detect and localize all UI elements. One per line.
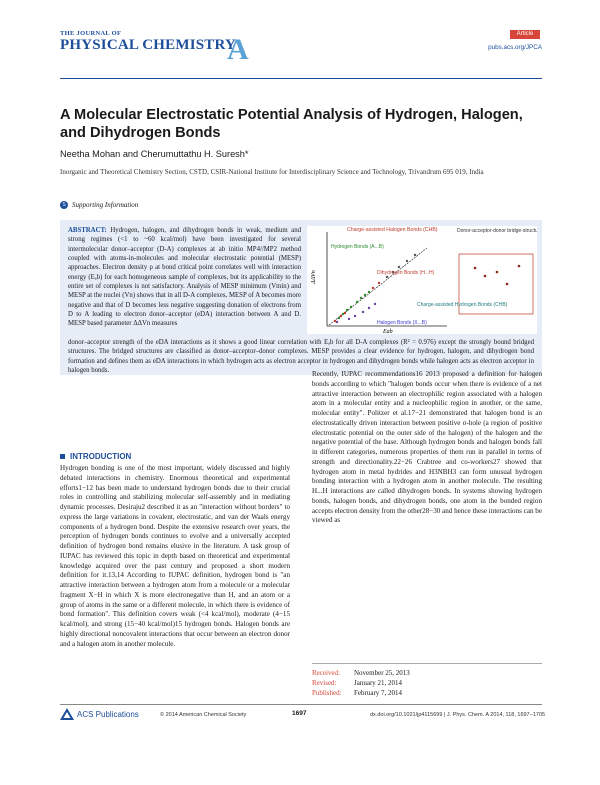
abstract-label: ABSTRACT: xyxy=(68,227,107,234)
revised-label: Revised: xyxy=(312,679,337,687)
abstract-body-bottom: donor–acceptor strength of the eDA interactions as it shows a good linear correlation with Eₐb for all D-A complexes (R² = 0.976) except the strongly bound bridged structures. The bridged structures are classified as donor–acceptor–donor complexes. MESP provides a clear evidence for hydrogen, halogen, and dihydrogen bond formation and defines them as eDA interactions in which hydrogen acts as electron acceptor in hydrogen and dihydrogen bonds while halogen acts as electron acceptor in halogen bonds. xyxy=(68,339,534,375)
toc-plot xyxy=(307,226,537,334)
journal-masthead xyxy=(60,30,249,66)
label-dhb: Dihydrogen Bonds (H...H) xyxy=(377,270,435,276)
publisher-name: ACS Publications xyxy=(77,709,139,719)
hydrogen-points xyxy=(338,291,370,319)
article-badge: Article xyxy=(510,30,540,39)
journal-line1: THE JOURNAL OF xyxy=(60,30,122,37)
dates-block xyxy=(312,668,410,698)
received-label: Received: xyxy=(312,669,340,677)
label-hb: Hydrogen Bonds (A...B) xyxy=(331,244,384,250)
received-row xyxy=(312,668,410,678)
footer-rule xyxy=(60,704,542,705)
acs-triangle-icon xyxy=(60,708,74,720)
intro-left-column: Hydrogen bonding is one of the most important, widely discussed and highly debated interactions in chemistry. Enormous theoretical and experimental efforts1−12 has been made to understand hydrogen bonds due to their crucial roles in controlling and stabilizing molecular self-assembly and in mediating dynamic processes. Desiraju2 described it as an "interaction without borders" to express the large variations in covalent, electrostatic, and van der Waals energy components of a hydrogen bond. Despite the extensive research over years, the perception of hydrogen bonds continues to evolve and a universally accepted definition of hydrogen bond remains elusive in the literature. A task group of IUPAC has reviewed this topic in depth based on theoretical and experimental knowledge acquired over the past century and proposed a short modern definition for it.13,14 According to IUPAC definition, hydrogen bond is "an attractive interaction between a hydrogen atom from a molecule or a molecular fragment X−H in which X is more electronegative than H, and an atom or a group of atoms in the same or a different molecule, in which there is evidence of bond formation". This definition covers weak (<4 kcal/mol), moderate (4−15 kcal/mol), and strong (15−40 kcal/mol)15 hydrogen bonds. Halogen bonds are highly directional noncovalent interactions that occur between an electron donor and a halogen atom in another molecule. xyxy=(60,464,290,648)
label-dad: Donor-acceptor-donor bridge-structures xyxy=(457,228,537,234)
halogen-points xyxy=(336,303,376,323)
received-date: November 25, 2013 xyxy=(354,669,410,677)
journal-link[interactable]: pubs.acs.org/JPCA xyxy=(488,44,542,51)
label-chb: Charge-assisted Halogen Bonds (CHB) xyxy=(347,227,438,233)
supporting-information-link[interactable] xyxy=(60,201,138,209)
page-number: 1697 xyxy=(292,710,307,717)
section-title: INTRODUCTION xyxy=(70,452,132,461)
journal-line2: PHYSICAL CHEMISTRY xyxy=(60,37,237,53)
published-row xyxy=(312,688,410,698)
citation[interactable]: dx.doi.org/10.1021/jp4115699 | J. Phys. Chem. A 2014, 118, 1697−1705 xyxy=(370,712,546,718)
dates-rule xyxy=(312,663,542,664)
affiliation: Inorganic and Theoretical Chemistry Section, CSTD, CSIR-National Institute for Interdisciplinary Science and Technology, Trivandrum 695 019, India xyxy=(60,168,484,176)
abstract-text-left xyxy=(68,226,301,329)
published-label: Published: xyxy=(312,689,342,697)
supporting-label: Supporting Information xyxy=(72,201,139,209)
section-square-icon xyxy=(60,454,65,459)
intro-right-column: Recently, IUPAC recommendations16 2013 proposed a definition for halogen bonds according to which "halogen bonds occur when there is evidence of a net attractive interaction between an electrophilic region associated with a halogen atom in a molecular entity and a nucleophilic region in another, or the same, molecular entity". Politzer et al.17−21 demonstrated that halogen bond is an electrostatically driven interaction between positive σ-hole (a region of positive electrostatic potential on the outer side of the halogen) of the halogen and the negative potential of the base. Although hydrogen bonds and halogen bonds fall in different categories, numerous properties of them run in parallel in terms of strength and directionality.22−26 Crabtree and co-workers27 showed that hydrogen atom in metal hydrides and H3NBH3 can form unusual hydrogen bonding interaction with a hydrogen atom in another molecule. The resulting H...H interactions are called dihydrogen bonds. In systems showing hydrogen bonds, halogen bonds, and dihydrogen bonds, one atom in the bonded region accepts electron density from the other28−30 and hence these interactions can be viewed as xyxy=(312,370,542,525)
abstract-body-left: Hydrogen, halogen, and dihydrogen bonds in weak, medium and strong regimes (<1 to ~60 kcal/mol) have been investigated for several intermolecular donor–acceptor (D-A) complexes at ab initio MP4//MP2 method coupled with atoms-in-molecules and molecular electrostatic potential (MESP) approaches. Electron density ρ at bond critical point correlates well with interaction energy (Eₐb) for each homogeneous sample of complexes, but its applicability to the entire set of complexes is not satisfactory. Analysis of MESP minimum (Vmin) and MESP at the nuclei (Vn) shows that in all D-A complexes, MESP of A becomes more negative and that of D becomes less negative suggesting donation of electrons from D to A leading to electron donor–acceptor (eDA) interaction between A and D. MESP based parameter ΔΔVn measures xyxy=(68,227,301,328)
published-date: February 7, 2014 xyxy=(354,689,403,697)
toc-graphic xyxy=(307,226,537,334)
y-axis-label: ΔΔVn xyxy=(311,270,317,284)
acs-logo[interactable] xyxy=(60,708,139,720)
revised-date: January 21, 2014 xyxy=(354,679,403,687)
header-rule xyxy=(60,78,542,79)
paper-title: A Molecular Electrostatic Potential Analysis of Hydrogen, Halogen, and Dihydrogen Bonds xyxy=(60,107,523,141)
revised-row xyxy=(312,678,410,688)
copyright: © 2014 American Chemical Society xyxy=(160,712,247,718)
section-heading xyxy=(60,452,131,461)
label-chhb: Charge-assisted Hydrogen Bonds (CHB) xyxy=(417,302,508,308)
x-axis-label: Eab xyxy=(383,329,393,334)
authors: Neetha Mohan and Cherumuttathu H. Suresh* xyxy=(60,149,249,159)
info-icon: S xyxy=(60,201,68,209)
label-xb: Halogen Bonds (X...B) xyxy=(377,320,427,326)
journal-letter: A xyxy=(227,33,249,66)
